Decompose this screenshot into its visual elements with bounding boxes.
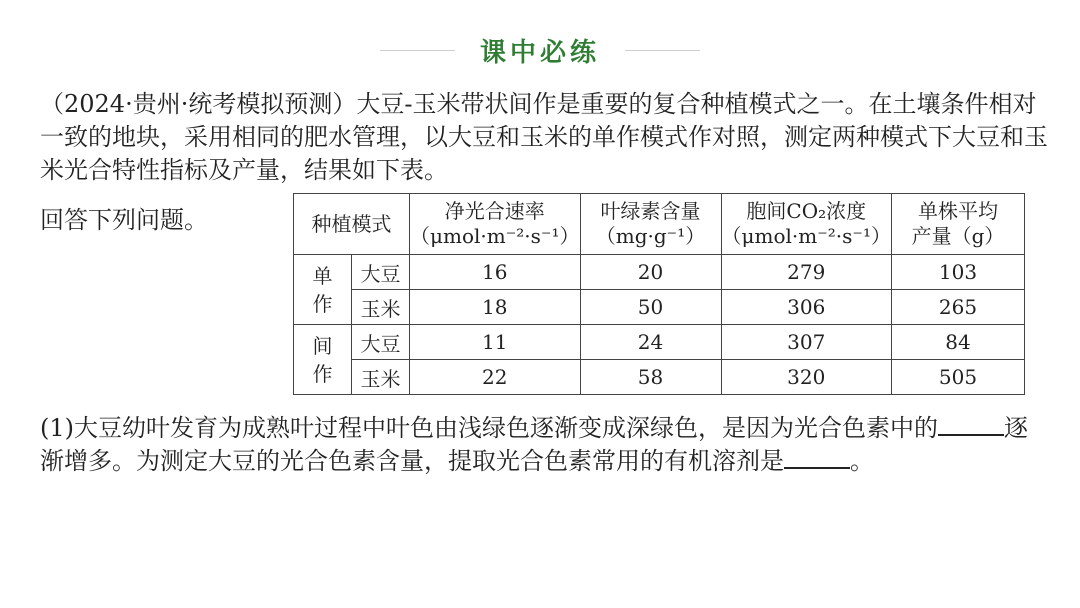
table-row [294, 325, 1025, 360]
rate-cell: 16 [410, 255, 581, 290]
rate-cell: 18 [410, 290, 581, 325]
answer-blank-pigment[interactable] [938, 412, 1004, 436]
header-chl-label: 叶绿素含量 [600, 199, 701, 223]
rate-cell: 22 [410, 360, 581, 395]
group-label-top: 单 [312, 263, 333, 288]
co2-cell: 279 [721, 255, 892, 290]
intro-paragraph: （2024·贵州·统考模拟预测）大豆-玉米带状间作是重要的复合种植模式之一。在土壤条件相对一致的地块，采用相同的肥水管理，以大豆和玉米的单作模式作对照，测定两种模式下大豆和玉米光合特性指标及产量，结果如下表。 [40, 90, 1048, 184]
co2-cell: 320 [721, 360, 892, 395]
question-1-text-b: 逐渐增多。为测定大豆的光合色素含量，提取光合色素常用的有机溶剂是 [40, 414, 1028, 475]
table-row [294, 290, 1025, 325]
question-1 [40, 412, 1050, 478]
section-title: 课中必练 [479, 38, 600, 68]
co2-cell: 307 [721, 325, 892, 360]
chl-cell: 50 [580, 290, 721, 325]
header-intercellular-co2 [721, 194, 892, 255]
answer-blank-solvent[interactable] [784, 445, 850, 469]
results-table [293, 193, 1025, 395]
rate-cell: 11 [410, 325, 581, 360]
header-divider-right [625, 50, 700, 51]
header-chlorophyll [580, 194, 721, 255]
chl-cell: 20 [580, 255, 721, 290]
header-planting-mode: 种植模式 [294, 194, 410, 255]
header-chl-unit: （mg·g⁻¹） [595, 224, 706, 248]
header-yield-unit: 产量（g） [911, 224, 1005, 248]
co2-cell: 306 [721, 290, 892, 325]
chl-cell: 24 [580, 325, 721, 360]
group-label-bottom: 作 [312, 361, 333, 386]
crop-cell: 大豆 [352, 325, 410, 360]
group-intercrop [294, 325, 352, 395]
table-row [294, 360, 1025, 395]
header-co2-label: 胞间CO₂浓度 [746, 199, 867, 223]
table-row [294, 255, 1025, 290]
header-yield-label: 单株平均 [918, 199, 998, 223]
group-label-top: 间 [312, 333, 333, 358]
yield-cell: 505 [892, 360, 1025, 395]
group-monoculture [294, 255, 352, 325]
crop-cell: 玉米 [352, 290, 410, 325]
section-header [0, 30, 1080, 70]
crop-cell: 玉米 [352, 360, 410, 395]
yield-cell: 84 [892, 325, 1025, 360]
header-divider-left [380, 50, 455, 51]
question-1-text-a: (1)大豆幼叶发育为成熟叶过程中叶色由浅绿色逐渐变成深绿色，是因为光合色素中的 [40, 414, 938, 442]
yield-cell: 103 [892, 255, 1025, 290]
yield-cell: 265 [892, 290, 1025, 325]
header-rate-unit: （μmol·m⁻²·s⁻¹） [410, 224, 580, 248]
question-1-text-c: 。 [850, 447, 874, 475]
group-label-bottom: 作 [312, 291, 333, 316]
header-rate-label: 净光合速率 [444, 199, 545, 223]
header-average-yield [892, 194, 1025, 255]
table-header-row [294, 194, 1025, 255]
chl-cell: 58 [580, 360, 721, 395]
crop-cell: 大豆 [352, 255, 410, 290]
header-net-photosynthetic-rate [410, 194, 581, 255]
header-co2-unit: （μmol·m⁻²·s⁻¹） [721, 224, 891, 248]
answer-prompt: 回答下列问题。 [40, 206, 208, 234]
